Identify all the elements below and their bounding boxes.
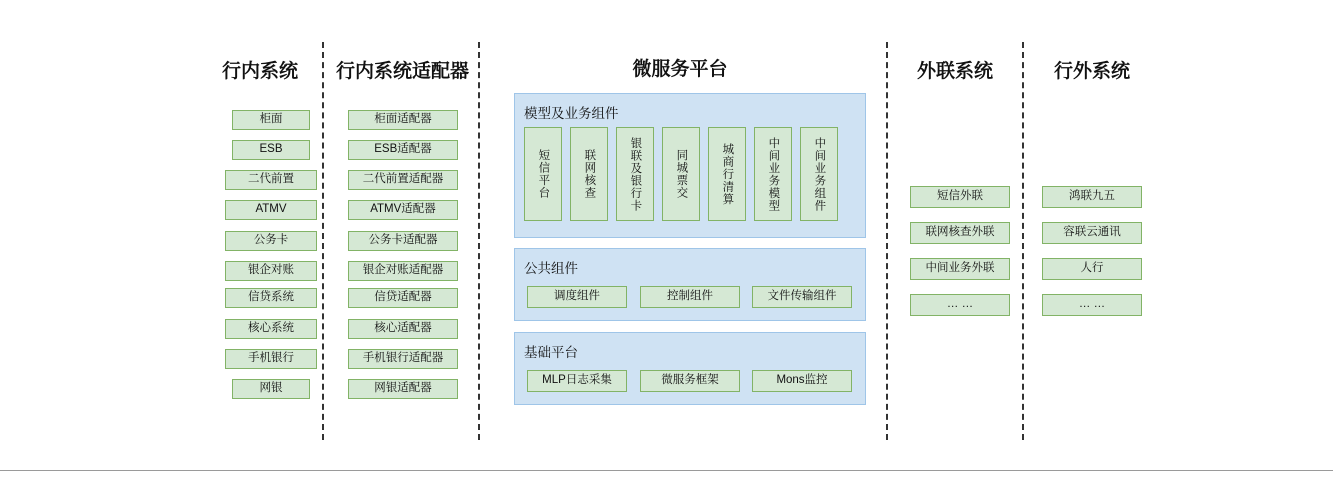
inner-adapter-item[interactable]: ESB适配器 <box>348 140 458 160</box>
inner-adapter-item[interactable]: 柜面适配器 <box>348 110 458 130</box>
model-component-label: 中间业务模型 <box>767 136 780 212</box>
outer-system-item[interactable]: 鸿联九五 <box>1042 186 1142 208</box>
column-title-microservice-platform: 微服务平台 <box>632 59 728 80</box>
inner-adapter-item[interactable]: 二代前置适配器 <box>348 170 458 190</box>
inner-system-item[interactable]: 公务卡 <box>225 231 317 251</box>
external-link-system-item[interactable]: … … <box>910 294 1010 316</box>
base-platform-item[interactable]: MLP日志采集 <box>527 370 627 392</box>
model-components-panel-title: 模型及业务组件 <box>524 106 619 121</box>
inner-system-item[interactable]: ESB <box>232 140 310 160</box>
model-component-item[interactable] <box>524 127 562 221</box>
base-platform-item[interactable]: Mons监控 <box>752 370 852 392</box>
column-title-external-link-systems: 外联系统 <box>916 61 993 82</box>
inner-system-item[interactable]: 手机银行 <box>225 349 317 369</box>
model-component-item[interactable] <box>708 127 746 221</box>
inner-adapter-item[interactable]: 网银适配器 <box>348 379 458 399</box>
inner-adapter-item[interactable]: ATMV适配器 <box>348 200 458 220</box>
outer-system-item[interactable]: 容联云通讯 <box>1042 222 1142 244</box>
model-component-label: 银联及银行卡 <box>629 136 642 212</box>
model-component-label: 联网核查 <box>583 149 596 199</box>
column-separator-3 <box>886 42 888 440</box>
column-separator-1 <box>322 42 324 440</box>
inner-adapter-item[interactable]: 公务卡适配器 <box>348 231 458 251</box>
external-link-system-item[interactable]: 短信外联 <box>910 186 1010 208</box>
outer-system-item[interactable]: 人行 <box>1042 258 1142 280</box>
model-component-item[interactable] <box>754 127 792 221</box>
model-component-item[interactable] <box>616 127 654 221</box>
base-platform-item[interactable]: 微服务框架 <box>640 370 740 392</box>
inner-adapter-item[interactable]: 银企对账适配器 <box>348 261 458 281</box>
common-component-item[interactable]: 控制组件 <box>640 286 740 308</box>
column-separator-2 <box>478 42 480 440</box>
inner-adapter-item[interactable]: 核心适配器 <box>348 319 458 339</box>
inner-system-item[interactable]: 柜面 <box>232 110 310 130</box>
base-platform-panel-title: 基础平台 <box>524 345 578 360</box>
model-component-item[interactable] <box>570 127 608 221</box>
inner-system-item[interactable]: 银企对账 <box>225 261 317 281</box>
external-link-system-item[interactable]: 联网核查外联 <box>910 222 1010 244</box>
model-component-item[interactable] <box>800 127 838 221</box>
common-component-item[interactable]: 调度组件 <box>527 286 627 308</box>
inner-adapter-item[interactable]: 信贷适配器 <box>348 288 458 308</box>
column-title-inner-adapters: 行内系统适配器 <box>335 61 469 82</box>
model-component-label: 中间业务组件 <box>813 136 826 212</box>
model-component-label: 城商行清算 <box>721 142 734 206</box>
bottom-divider <box>0 470 1333 471</box>
outer-system-item[interactable]: … … <box>1042 294 1142 316</box>
model-component-label: 短信平台 <box>537 149 550 199</box>
common-components-panel-title: 公共组件 <box>524 261 578 276</box>
external-link-system-item[interactable]: 中间业务外联 <box>910 258 1010 280</box>
inner-system-item[interactable]: 核心系统 <box>225 319 317 339</box>
inner-system-item[interactable]: ATMV <box>225 200 317 220</box>
inner-system-item[interactable]: 二代前置 <box>225 170 317 190</box>
column-title-inner-systems: 行内系统 <box>221 61 298 82</box>
inner-system-item[interactable]: 网银 <box>232 379 310 399</box>
column-separator-4 <box>1022 42 1024 440</box>
column-title-outer-systems: 行外系统 <box>1053 61 1130 82</box>
common-component-item[interactable]: 文件传输组件 <box>752 286 852 308</box>
model-component-label: 同城票交 <box>675 149 688 199</box>
model-component-item[interactable] <box>662 127 700 221</box>
inner-adapter-item[interactable]: 手机银行适配器 <box>348 349 458 369</box>
inner-system-item[interactable]: 信贷系统 <box>225 288 317 308</box>
